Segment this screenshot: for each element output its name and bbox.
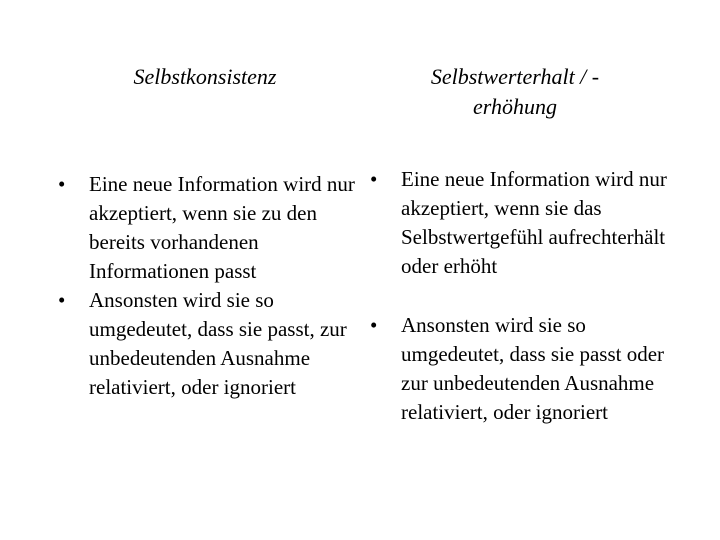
bullet-icon: • (370, 313, 378, 337)
bullet-icon: • (58, 288, 66, 312)
left-bullet-text-2: Ansonsten wird sie so umgedeutet, dass sie passt, zur unbedeutenden Ausnahme relativiert, oder ignoriert (89, 288, 347, 399)
right-bullet-text-2: Ansonsten wird sie so umgedeutet, dass sie passt oder zur unbedeutenden Ausnahme relativiert, oder ignoriert (401, 313, 665, 424)
bullet-icon: • (370, 167, 378, 191)
right-column-title (395, 62, 635, 122)
right-bullet-list (370, 165, 670, 427)
left-column-title: Selbstkonsistenz (133, 64, 277, 89)
right-title-line2: erhöhung (473, 94, 557, 119)
right-title-line1: Selbstwerterhalt / - (430, 64, 600, 89)
left-bullet-item-2 (58, 286, 358, 402)
right-bullet-item-1 (370, 165, 670, 281)
bullet-icon: • (58, 172, 66, 196)
left-bullet-item-1 (58, 170, 358, 286)
right-bullet-text-1: Eine neue Information wird nur akzeptiert, wenn sie das Selbstwertgefühl aufrechterhält oder erhöht (401, 167, 667, 278)
right-bullet-item-2 (370, 311, 670, 427)
left-bullet-text-1: Eine neue Information wird nur akzeptiert, wenn sie zu den bereits vorhandenen Informationen passt (89, 172, 355, 283)
left-bullet-list (58, 170, 358, 402)
